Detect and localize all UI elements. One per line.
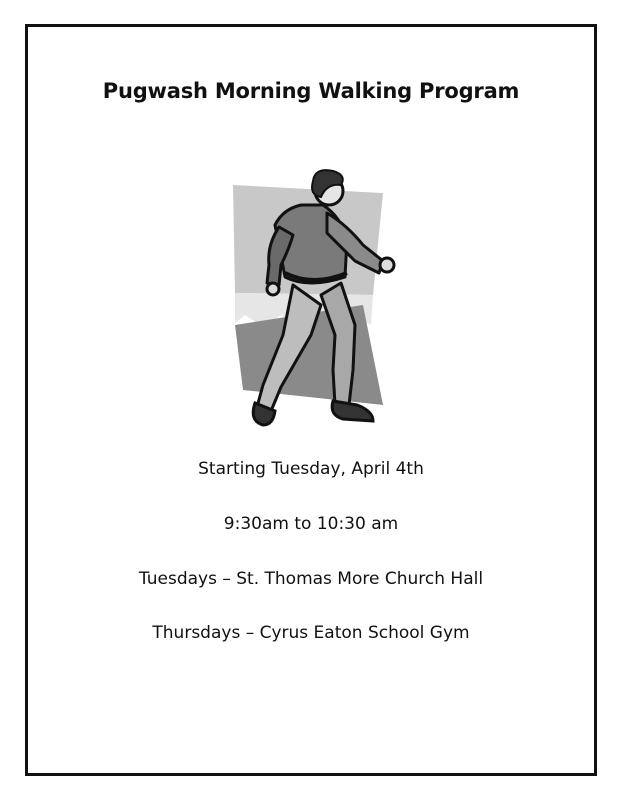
start-date-text: Starting Tuesday, April 4th	[198, 459, 424, 479]
time-text: 9:30am to 10:30 am	[223, 514, 399, 534]
tuesday-location-text: Tuesdays – St. Thomas More Church Hall	[138, 569, 484, 589]
thursday-location-text: Thursdays – Cyrus Eaton School Gym	[152, 623, 470, 643]
flyer-page	[25, 24, 597, 776]
walking-person-clipart-icon	[223, 165, 403, 435]
flyer-title: Pugwash Morning Walking Program	[102, 79, 520, 103]
